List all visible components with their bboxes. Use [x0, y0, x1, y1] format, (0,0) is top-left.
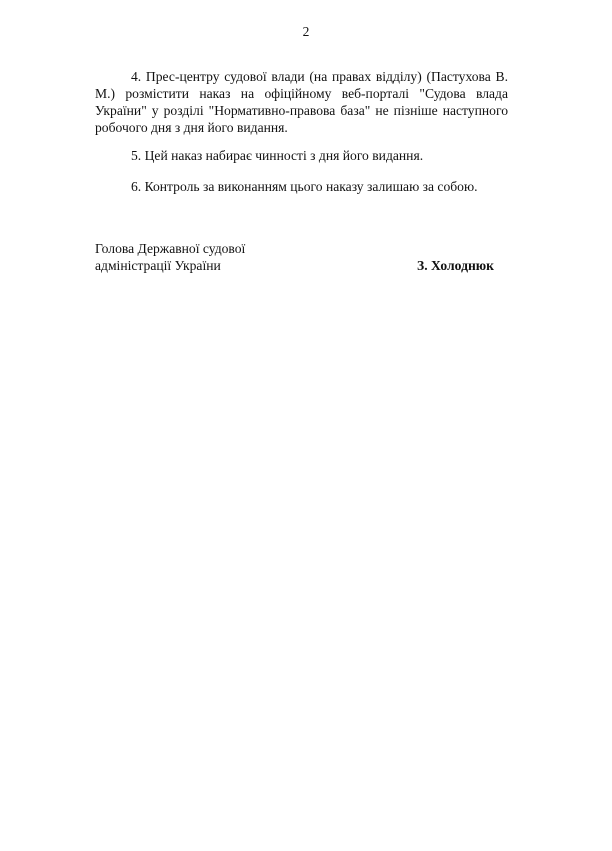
paragraph-6: 6. Контроль за виконанням цього наказу залишаю за собою.: [131, 179, 478, 194]
signatory-name: З. Холоднюк: [417, 258, 494, 273]
page-number: 2: [302, 24, 310, 39]
signatory-title-line-1: Голова Державної судової: [95, 241, 246, 256]
paragraph-5: 5. Цей наказ набирає чинності з дня його видання.: [131, 148, 424, 163]
signatory-title-line-2: адміністрації України: [95, 258, 221, 273]
signature-block: [95, 240, 508, 274]
paragraph-4: 4. Прес-центру судової влади (на правах відділу) (Пастухова В. М.) розмістити наказ на офіційному веб-порталі "Судова влада України" у розділі "Нормативно-правова база" не пізніше наступного робочого дня з дня його видання.: [95, 69, 508, 135]
